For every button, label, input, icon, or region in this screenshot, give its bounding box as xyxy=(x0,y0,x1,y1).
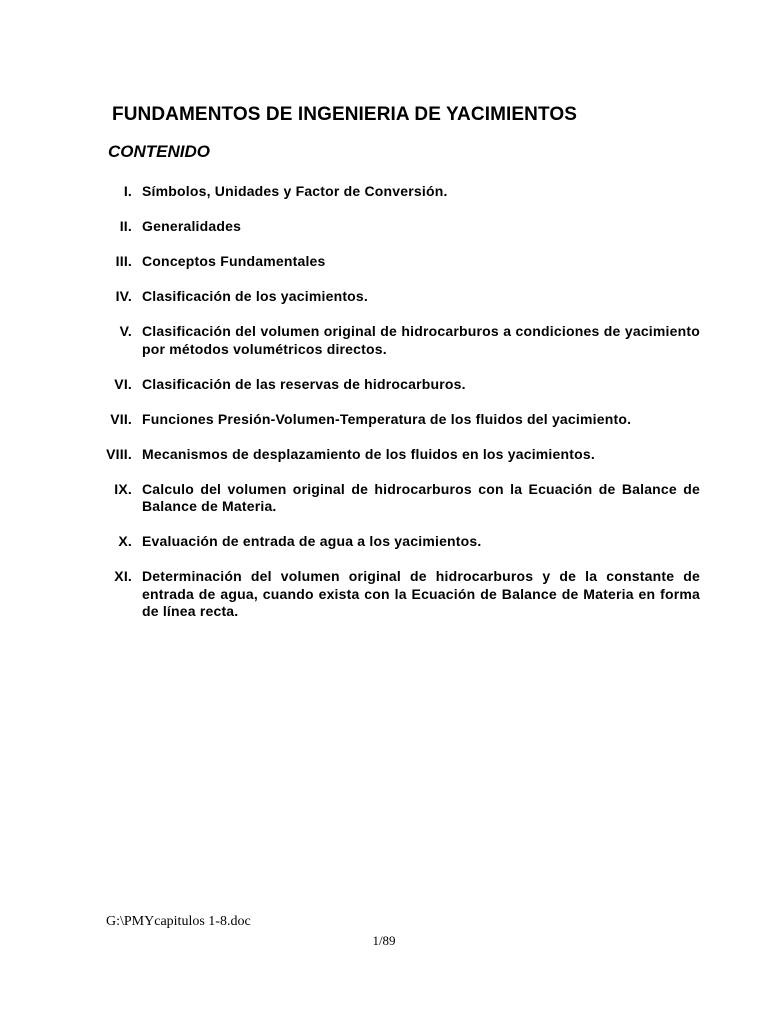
toc-item-text: Conceptos Fundamentales xyxy=(142,253,326,269)
toc-item xyxy=(100,253,700,271)
toc-item-number: VI. xyxy=(114,375,132,392)
toc-item-text: Determinación del volumen original de hidrocarburos y de la constante de entrada de agua, cuando exista con la Ecuación de Balance de Materia en forma de línea recta. xyxy=(142,568,700,619)
toc-item-text: Calculo del volumen original de hidrocarburos con la Ecuación de Balance de Balance de Materia. xyxy=(142,480,700,514)
toc-item-number: VIII. xyxy=(106,445,132,462)
toc-item-text: Clasificación del volumen original de hidrocarburos a condiciones de yacimiento por métodos volumétricos directos. xyxy=(142,323,700,357)
toc-item-number: IV. xyxy=(115,288,132,304)
toc-item-number: I. xyxy=(123,183,132,199)
toc-item xyxy=(100,376,700,394)
toc-item-number: IX. xyxy=(114,480,132,497)
toc-item-text: Clasificación de las reservas de hidrocarburos. xyxy=(142,375,466,392)
table-of-contents xyxy=(100,183,700,638)
toc-item-text: Símbolos, Unidades y Factor de Conversión. xyxy=(142,183,448,199)
toc-item-number: VII. xyxy=(110,410,132,427)
toc-item-text: Generalidades xyxy=(142,218,242,234)
footer-file-path: G:\PMYcapitulos 1-8.doc xyxy=(106,914,251,929)
toc-item xyxy=(100,288,700,306)
section-heading-contenido: CONTENIDO xyxy=(108,142,210,161)
toc-item-number: II. xyxy=(119,218,132,234)
toc-item-text: Clasificación de los yacimientos. xyxy=(142,288,369,304)
toc-item xyxy=(100,218,700,236)
toc-item-number: V. xyxy=(119,323,132,339)
toc-item-number: X. xyxy=(118,533,132,549)
toc-item xyxy=(100,533,700,551)
toc-item xyxy=(100,481,700,516)
toc-item-text: Funciones Presión-Volumen-Temperatura de los fluidos del yacimiento. xyxy=(142,410,632,427)
toc-item-text: Mecanismos de desplazamiento de los fluidos en los yacimientos. xyxy=(142,445,595,462)
page-number: 1/89 xyxy=(372,933,396,948)
toc-item-number: III. xyxy=(115,253,132,269)
toc-item-text: Evaluación de entrada de agua a los yacimientos. xyxy=(142,533,482,549)
toc-item xyxy=(100,323,700,358)
toc-item xyxy=(100,183,700,201)
toc-item xyxy=(100,411,700,429)
toc-item-number: XI. xyxy=(114,568,132,584)
toc-item xyxy=(100,568,700,621)
toc-item xyxy=(100,446,700,464)
document-title: FUNDAMENTOS DE INGENIERIA DE YACIMIENTOS xyxy=(112,104,577,125)
